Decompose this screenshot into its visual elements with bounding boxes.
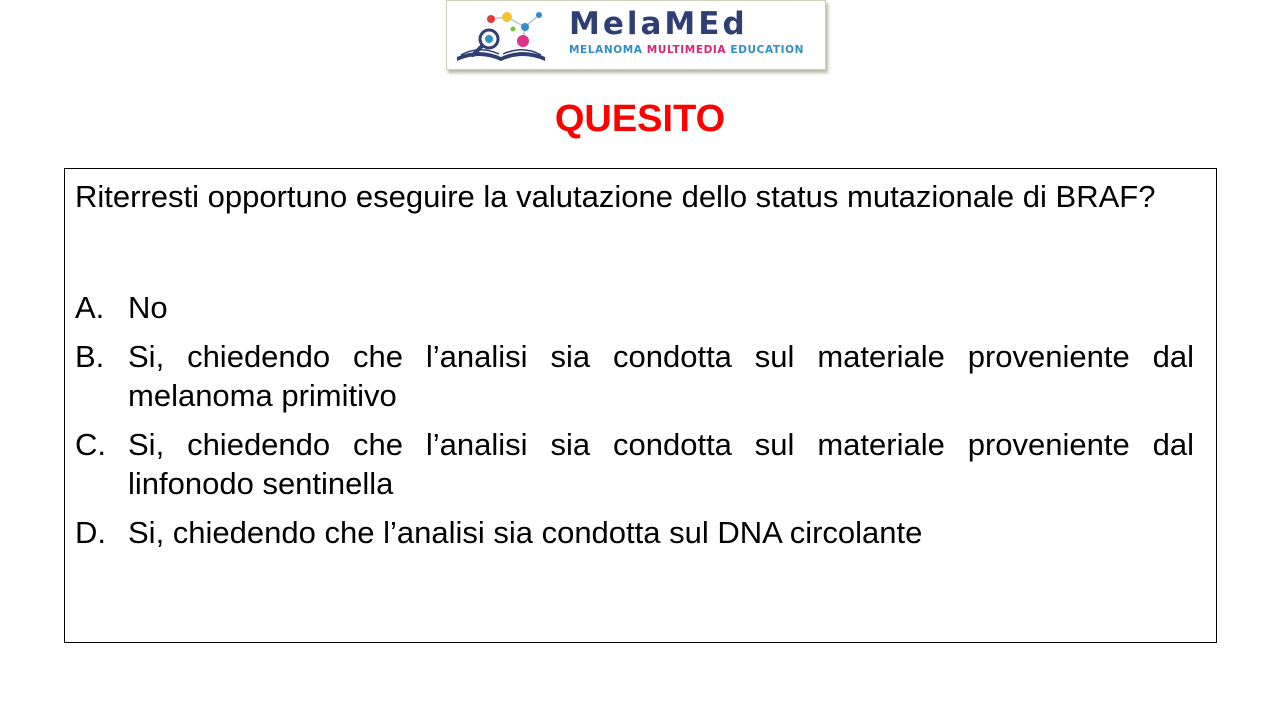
slide-title: QUESITO [554,98,726,140]
option-text: Si, chiedendo che l’analisi sia condotta sul materiale proveniente dal linfonodo sentinella [128,427,1194,501]
option-letter: B. [75,339,105,374]
option-c [75,425,1194,503]
option-a [75,288,1194,327]
option-b [75,337,1194,415]
question-text: Riterresti opportuno eseguire la valutazione dello status mutazionale di BRAF? [75,179,1156,214]
option-d [75,513,1194,552]
option-letter: D. [75,515,106,550]
logo-wordmark: MelaMEd [569,6,748,42]
answer-options [75,288,1194,552]
logo-tagline-part2: MULTIMEDIA [646,44,727,56]
logo-tagline-part3: EDUCATION [726,44,805,56]
option-text: Si, chiedendo che l’analisi sia condotta sul materiale proveniente dal melanoma primitivo [128,339,1194,413]
logo-tagline-part1: MELANOMA [569,44,647,56]
book-magnifier-icon [451,5,563,67]
option-letter: A. [75,290,105,325]
option-text: Si, chiedendo che l’analisi sia condotta sul DNA circolante [128,515,923,550]
question-box [64,168,1217,643]
option-text: No [128,290,168,325]
option-letter: C. [75,427,106,462]
logo-tagline [569,43,804,57]
melamed-logo [446,0,826,70]
spacer [75,216,1194,288]
